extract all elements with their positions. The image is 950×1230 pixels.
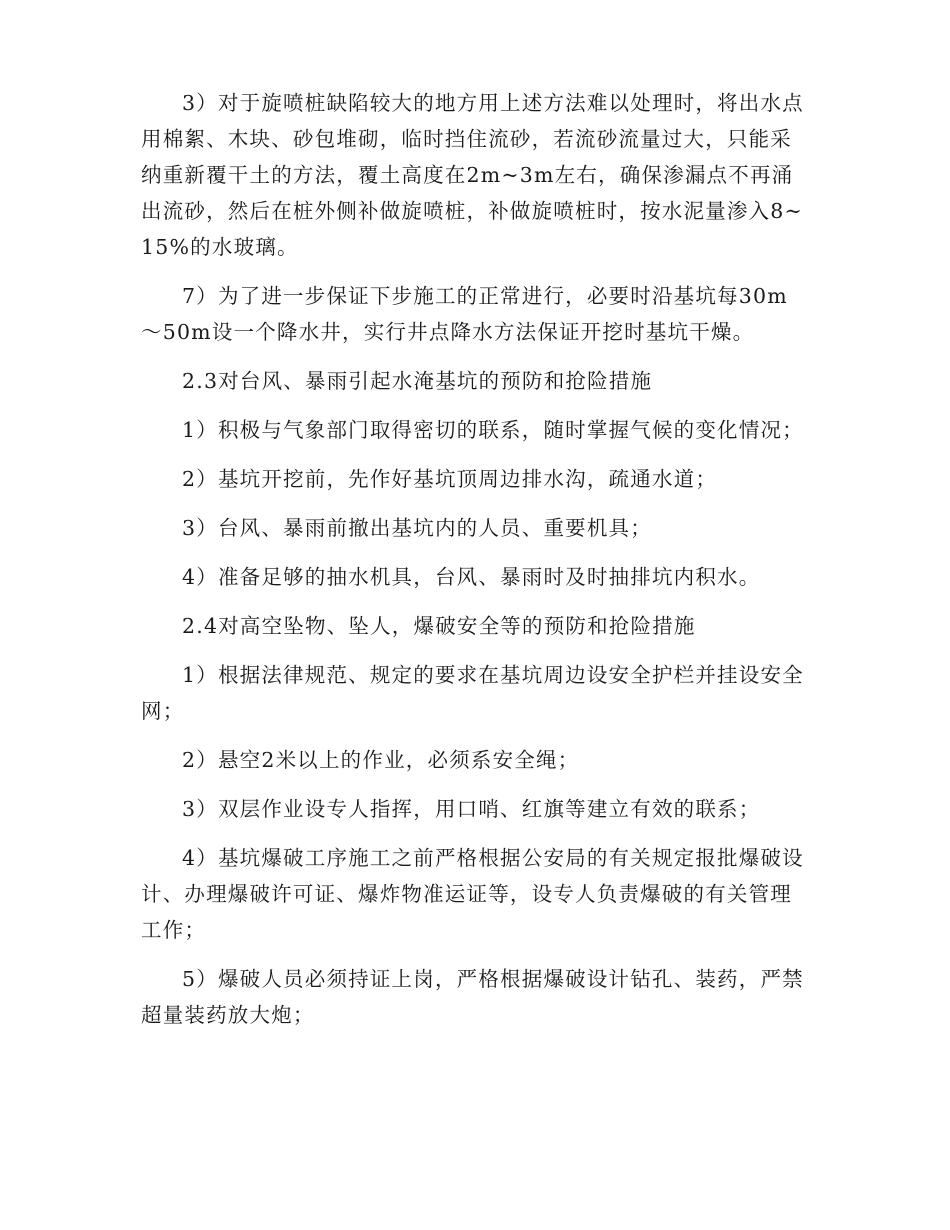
section-2-4-item-4: 4）基坑爆破工序施工之前严格根据公安局的有关规定报批爆破设计、办理爆破许可证、爆炸物准运证等，设专人负责爆破的有关管理工作； (141, 846, 804, 942)
section-2-4-item-5: 5）爆破人员必须持证上岗，严格根据爆破设计钻孔、装药，严禁超量装药放大炮； (141, 967, 804, 1027)
section-2-3-item-3: 3）台风、暴雨前撤出基坑内的人员、重要机具； (182, 516, 652, 540)
section-heading-2-3: 2.3对台风、暴雨引起水淹基坑的预防和抢险措施 (182, 369, 653, 393)
section-2-3-item-1: 1）积极与气象部门取得密切的联系，随时掌握气候的变化情况； (182, 418, 804, 442)
section-heading-2-4: 2.4对高空坠物、坠人，爆破安全等的预防和抢险措施 (182, 614, 696, 638)
section-2-3-item-4: 4）准备足够的抽水机具，台风、暴雨时及时抽排坑内积水。 (182, 565, 761, 589)
section-2-3-item-2: 2）基坑开挖前，先作好基坑顶周边排水沟，疏通水道； (182, 467, 718, 491)
document-body (141, 85, 809, 1046)
section-2-4-item-1: 1）根据法律规范、规定的要求在基坑周边设安全护栏并挂设安全网； (141, 663, 804, 723)
section-2-4-item-3: 3）双层作业设专人指挥，用口哨、红旗等建立有效的联系； (182, 797, 761, 821)
paragraph-item-7: 7）为了进一步保证下步施工的正常进行，必要时沿基坑每30m～50m设一个降水井，实行井点降水方法保证开挖时基坑干燥。 (141, 284, 788, 344)
section-2-4-item-2: 2）悬空2米以上的作业，必须系安全绳； (182, 748, 580, 772)
paragraph-item-3: 3）对于旋喷桩缺陷较大的地方用上述方法难以处理时，将出水点用棉絮、木块、砂包堆砌，临时挡住流砂，若流砂流量过大，只能采纳重新覆干土的方法，覆土高度在2m~3m左右，确保渗漏点不再涌出流砂，然后在桩外侧补做旋喷桩，补做旋喷桩时，按水泥量渗入8~15%的水玻璃。 (141, 91, 804, 259)
